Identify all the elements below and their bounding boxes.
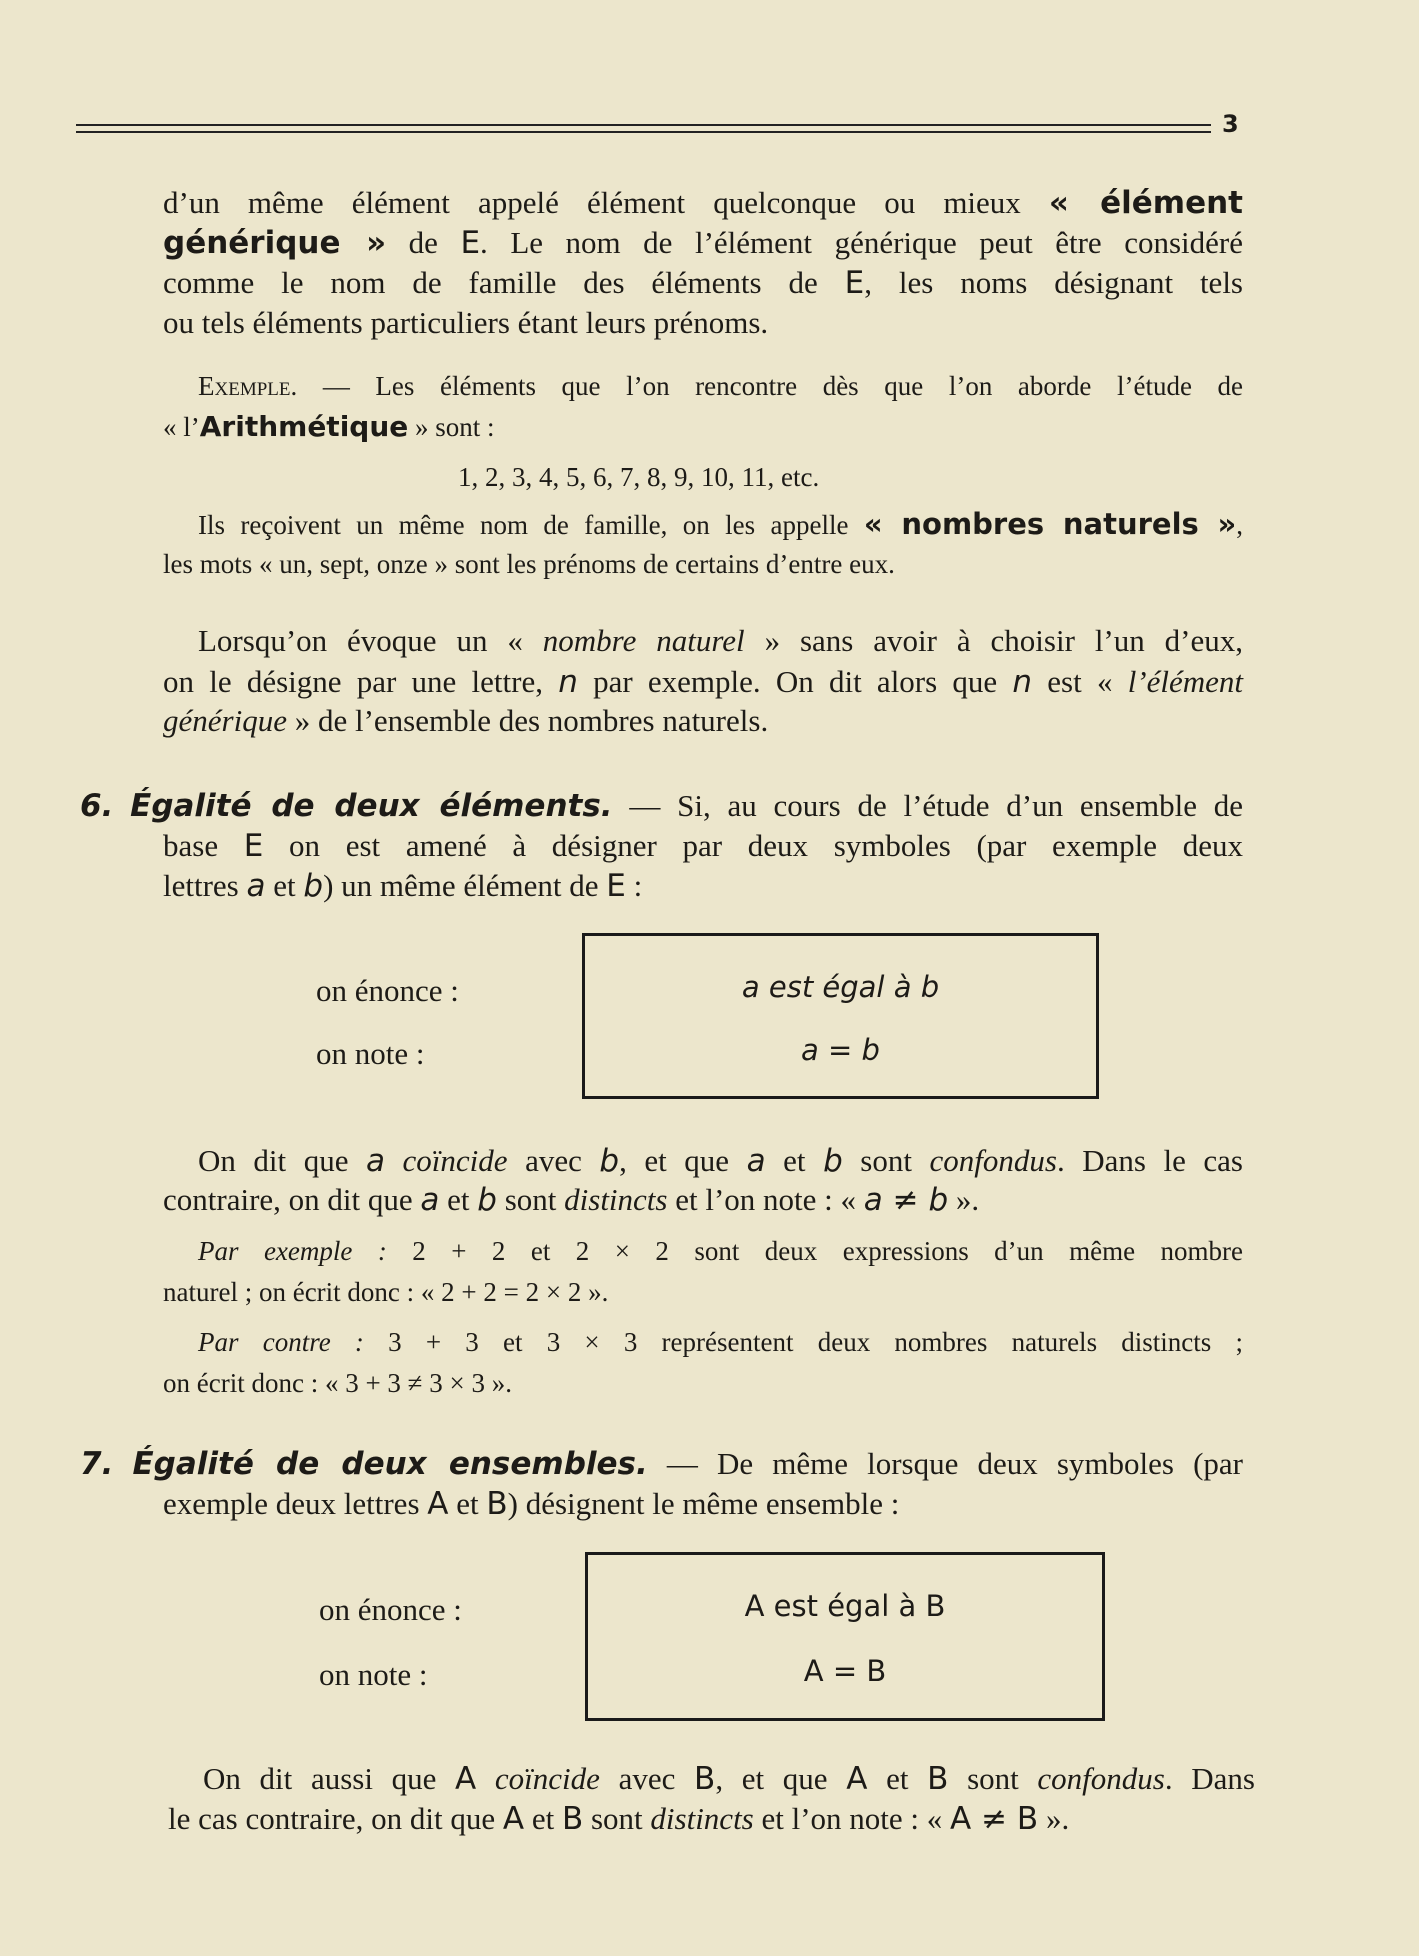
header-rule-top [76,124,1211,126]
section6-note-label: on note : [316,1036,425,1071]
example-line1: Exemple. — Les éléments que l’on rencontre dès que l’on aborde l’étude de [198,371,1243,401]
example-label: Exemple. [198,371,298,401]
section7-box-enonce: A est égal à B [744,1589,946,1623]
section6-example2-line1: Par contre : 3 + 3 et 3 × 3 représentent deux nombres naturels distincts ; [198,1327,1244,1357]
example-line2: « l’Arithmétique » sont : [163,410,495,443]
section6-box-note: a = b [801,1033,880,1067]
section6-title: Égalité de deux éléments. [130,788,613,824]
natural-numbers-list: 1, 2, 3, 4, 5, 6, 7, 8, 9, 10, 11, etc. [458,462,820,492]
header-rule-bottom [76,131,1211,133]
section7-note-label: on note : [319,1657,428,1692]
section6-example1-line1: Par exemple : 2 + 2 et 2 × 2 sont deux expressions d’un même nombre [198,1236,1243,1266]
section7-enonce-label: on énonce : [319,1592,462,1627]
section6-heading: 6. Égalité de deux éléments. — Si, au cours de l’étude d’un ensemble de [80,788,1243,824]
para2-line1: Lorsqu’on évoque un « nombre naturel » sans avoir à choisir l’un d’eux, [198,623,1243,658]
section6-line2: base E on est amené à désigner par deux symboles (par exemple deux [163,828,1243,864]
section7-line2: exemple deux lettres A et B) désignent le même ensemble : [163,1486,900,1522]
page-number: 3 [1222,110,1239,138]
section6-def-line2: contraire, on dit que a et b sont distincts et l’on note : « a ≠ b ». [163,1182,980,1218]
section6-line3: lettres a et b) un même élément de E : [163,868,643,904]
section6-example1-line2: naturel ; on écrit donc : « 2 + 2 = 2 × 2 ». [163,1277,609,1307]
para2-line2: on le désigne par une lettre, n par exemple. On dit alors que n est « l’élément [163,664,1244,700]
section7-def-line2: le cas contraire, on dit que A et B sont distincts et l’on note : « A ≠ B ». [168,1801,1070,1837]
section6-example2-line2: on écrit donc : « 3 + 3 ≠ 3 × 3 ». [163,1368,512,1398]
para1-line4: ou tels éléments particuliers étant leurs prénoms. [163,305,769,340]
section7-notation-box [585,1552,1105,1721]
section6-number: 6. [80,788,114,824]
section6-box-enonce: a est égal à b [741,970,940,1004]
section7-box-note: A = B [803,1654,887,1688]
para1-line1: d’un même élément appelé élément quelconque ou mieux « élément [163,185,1243,221]
section7-heading: 7. Égalité de deux ensembles. — De même lorsque deux symboles (par [80,1446,1244,1482]
section6-def-line1: On dit que a coïncide avec b, et que a et b sont confondus. Dans le cas [198,1143,1243,1179]
example-line3: Ils reçoivent un même nom de famille, on les appelle « nombres naturels », [198,507,1243,541]
example-line4: les mots « un, sept, onze » sont les prénoms de certains d’entre eux. [163,549,895,579]
section7-def-line1: On dit aussi que A coïncide avec B, et que A et B sont confondus. Dans [203,1761,1255,1797]
section6-notation-box [582,933,1099,1099]
section7-title: Égalité de deux ensembles. [132,1446,648,1482]
section7-number: 7. [80,1446,114,1482]
para1-line3: comme le nom de famille des éléments de E, les noms désignant tels [163,265,1243,301]
section6-enonce-label: on énonce : [316,973,459,1008]
para1-line2: générique » de E. Le nom de l’élément générique peut être considéré [163,225,1243,261]
para2-line3: générique » de l’ensemble des nombres naturels. [163,703,769,738]
